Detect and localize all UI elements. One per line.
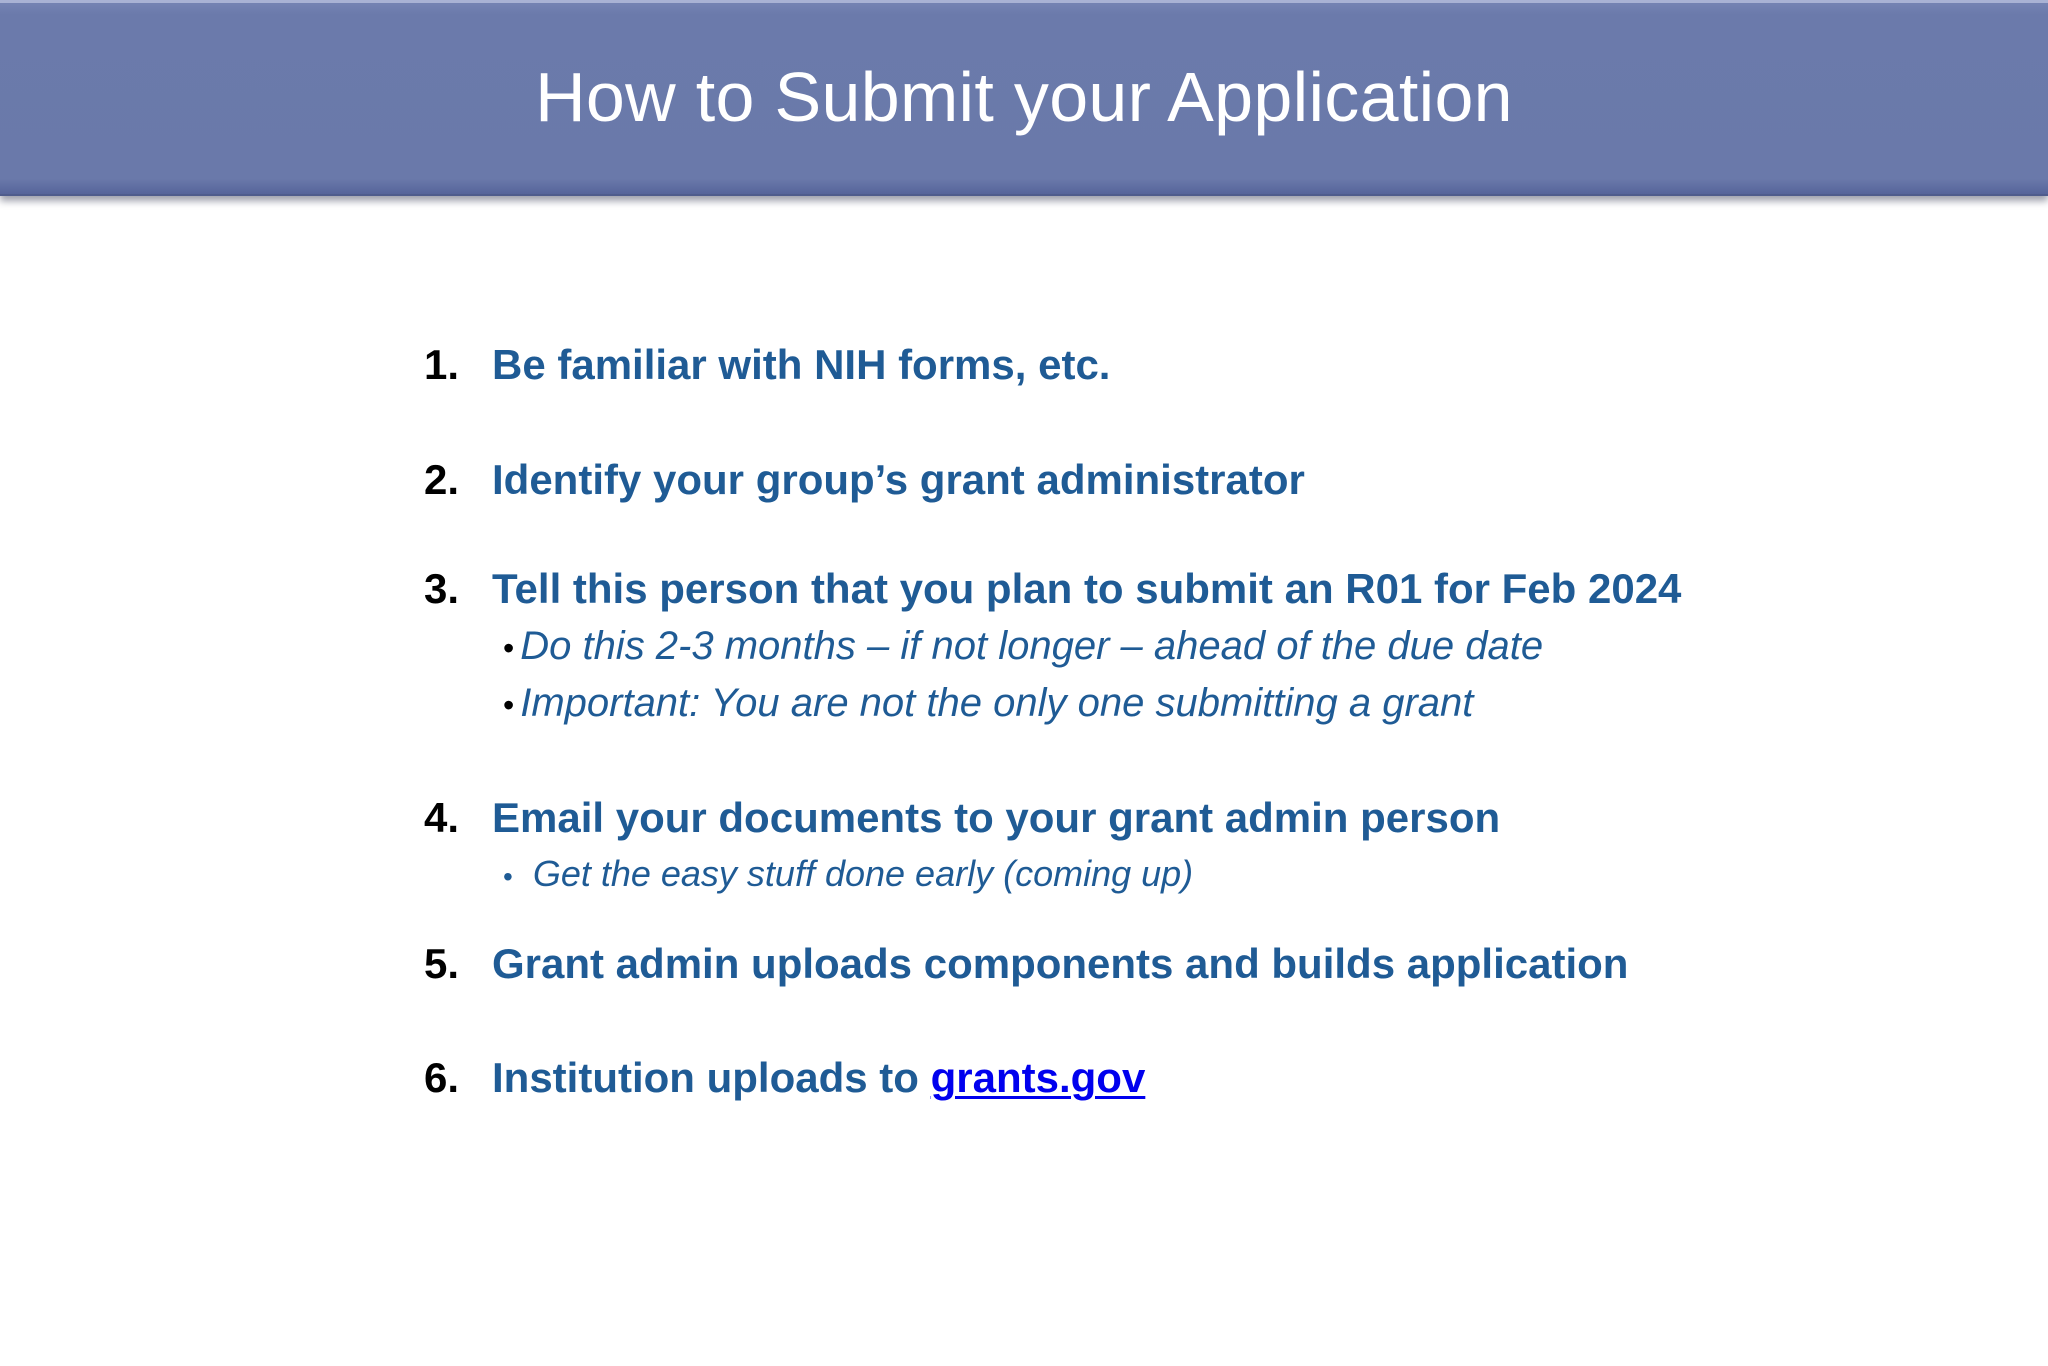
step-number: 1. xyxy=(424,341,460,388)
step-number: 6. xyxy=(424,1054,460,1101)
step-text: Identify your group’s grant administrator xyxy=(492,456,1305,503)
bullet-icon: • xyxy=(503,630,515,666)
bullet-icon: • xyxy=(503,861,513,892)
step-text xyxy=(492,1054,1145,1102)
step-number: 3. xyxy=(424,565,460,612)
step-number: 5. xyxy=(424,940,460,987)
step-4-subpoint-1 xyxy=(503,853,1193,895)
bullet-icon: • xyxy=(503,687,515,723)
step-number: 4. xyxy=(424,794,460,841)
subpoint-text: Do this 2-3 months – if not longer – ahead of the due date xyxy=(520,624,1544,668)
step-3-subpoint-1 xyxy=(503,624,1543,669)
grants-gov-link[interactable]: grants.gov xyxy=(930,1054,1146,1101)
title-bar xyxy=(0,0,2048,196)
subpoint-text: Important: You are not the only one submitting a grant xyxy=(520,681,1474,725)
step-3-subpoint-2 xyxy=(503,681,1473,726)
step-6-text: Institution uploads to xyxy=(492,1054,931,1101)
step-text: Tell this person that you plan to submit an R01 for Feb 2024 xyxy=(492,565,1682,612)
slide-title: How to Submit your Application xyxy=(535,57,1513,136)
step-5 xyxy=(424,940,1628,988)
step-6 xyxy=(424,1054,1145,1102)
step-1 xyxy=(424,341,1110,389)
step-text: Email your documents to your grant admin person xyxy=(492,794,1501,841)
subpoint-text: Get the easy stuff done early (coming up) xyxy=(532,853,1194,894)
step-number: 2. xyxy=(424,456,460,503)
step-4 xyxy=(424,794,1500,842)
step-text: Grant admin uploads components and builds application xyxy=(492,940,1629,987)
step-2 xyxy=(424,456,1305,504)
step-text: Be familiar with NIH forms, etc. xyxy=(492,341,1111,388)
step-3 xyxy=(424,565,1681,613)
